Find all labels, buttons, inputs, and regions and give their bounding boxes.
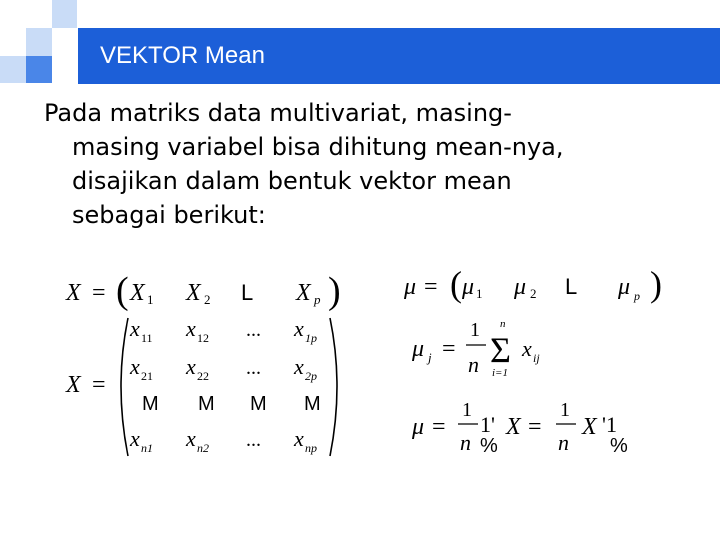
mu-vector-sub-1: 1 <box>476 286 483 301</box>
row-vector-item-1: X <box>130 280 145 306</box>
mu-j-term: x <box>522 336 532 361</box>
row-vector-item-3: L <box>241 280 254 305</box>
mu-vector-sub-2: 2 <box>530 286 537 301</box>
mu-vector-item-4: μ <box>618 274 631 300</box>
matrix-cell-1-1: x <box>130 316 140 341</box>
matrix-lhs: X <box>66 372 81 398</box>
matrix-cell-2-3: ... <box>246 357 261 379</box>
matrix-cell-2-2: x <box>186 354 196 379</box>
row-vector-lparen: ( <box>116 270 129 312</box>
mu-matrix-frac2-num: 1 <box>560 399 570 421</box>
mu-matrix-lhs: μ <box>412 414 425 440</box>
matrix-cell-3-1: M <box>142 393 159 415</box>
matrix-cell-4-1: x <box>130 426 140 451</box>
mu-matrix-tail: '1 <box>602 412 617 437</box>
body-line-3: disajikan dalam bentuk vektor mean <box>72 167 512 195</box>
mu-j-eq: = <box>442 336 456 362</box>
mu-vector-item-1: μ <box>462 274 475 300</box>
matrix-cell-1-2-sub: 12 <box>197 331 209 345</box>
mu-matrix-X: X <box>506 414 521 440</box>
mu-vector-item-2: μ <box>514 274 527 300</box>
row-vector-item-2: X <box>186 280 201 306</box>
mu-j-sigma: Σ <box>490 330 511 370</box>
formula-matrix <box>65 316 337 456</box>
body-line-1: Pada matriks data multivariat, masing- <box>44 99 512 127</box>
body-line-4: sebagai berikut: <box>72 201 266 229</box>
matrix-cell-1-2: x <box>186 316 196 341</box>
matrix-cell-2-1: x <box>130 354 140 379</box>
matrix-eq: = <box>92 372 106 398</box>
row-vector-sub-2: 2 <box>204 292 211 307</box>
mu-matrix-frac2-den: n <box>558 430 569 455</box>
mu-vector-sub-4: p <box>634 289 640 303</box>
row-vector-item-4: X <box>296 280 311 306</box>
mu-j-sum-top: n <box>500 318 506 330</box>
matrix-cell-4-4-sub: np <box>305 441 317 455</box>
formula-row-vector <box>65 270 341 312</box>
matrix-right-bracket <box>330 318 337 456</box>
matrix-cell-4-4: x <box>294 426 304 451</box>
mu-vector-lhs: μ <box>404 274 417 300</box>
mu-j-term-sub: ij <box>533 351 540 365</box>
mu-matrix-frac1-den: n <box>460 430 471 455</box>
matrix-cell-2-1-sub: 21 <box>141 369 153 383</box>
matrix-left-bracket <box>121 318 128 456</box>
mu-matrix-one-prime: 1' <box>480 412 495 437</box>
mu-vector-rparen: ) <box>650 264 662 304</box>
matrix-cell-1-1-sub: 11 <box>141 331 153 345</box>
body-line-2: masing variabel bisa dihitung mean-nya, <box>72 133 564 161</box>
matrix-cell-1-4-sub: 1p <box>305 331 317 345</box>
mu-j-den: n <box>468 352 479 377</box>
mu-vector-lparen: ( <box>450 264 462 304</box>
row-vector-lhs: X <box>66 280 81 306</box>
matrix-cell-3-3: M <box>250 393 267 415</box>
matrix-cell-2-4: x <box>294 354 304 379</box>
matrix-cell-2-2-sub: 22 <box>197 369 209 383</box>
matrix-cell-4-3: ... <box>246 429 261 451</box>
slide-title: VEKTOR Mean <box>100 42 265 69</box>
matrix-cell-3-4: M <box>304 393 321 415</box>
row-vector-eq: = <box>92 280 106 306</box>
matrix-cell-1-3: ... <box>246 319 261 341</box>
matrix-cell-4-2: x <box>186 426 196 451</box>
mu-j-sum-bot: i=1 <box>492 367 508 379</box>
mu-matrix-frac1-num: 1 <box>462 399 472 421</box>
mu-vector-eq: = <box>424 274 438 300</box>
mu-matrix-eq: = <box>432 414 446 440</box>
matrix-cell-1-4: x <box>294 316 304 341</box>
matrix-cell-4-1-sub: n1 <box>141 441 153 455</box>
matrix-cell-3-2: M <box>198 393 215 415</box>
mu-j-num: 1 <box>470 319 480 341</box>
mu-matrix-eq2: = <box>528 414 542 440</box>
formula-mu-vector <box>403 264 662 304</box>
row-vector-sub-4: p <box>314 292 321 307</box>
mu-j-lhs: μ <box>412 336 425 362</box>
matrix-cell-4-2-sub: n2 <box>197 441 209 455</box>
mu-vector-item-3: L <box>565 274 578 299</box>
matrix-cell-2-4-sub: 2p <box>305 369 317 383</box>
mu-matrix-pct-1: % <box>480 435 498 457</box>
row-vector-rparen: ) <box>328 270 341 312</box>
mu-j-lhs-sub: j <box>428 350 432 365</box>
formula-mu-j <box>411 318 540 379</box>
formula-mu-matrix <box>411 399 628 457</box>
mu-matrix-pct-2: % <box>610 435 628 457</box>
row-vector-sub-1: 1 <box>147 292 154 307</box>
mu-matrix-X2: X <box>582 414 597 440</box>
